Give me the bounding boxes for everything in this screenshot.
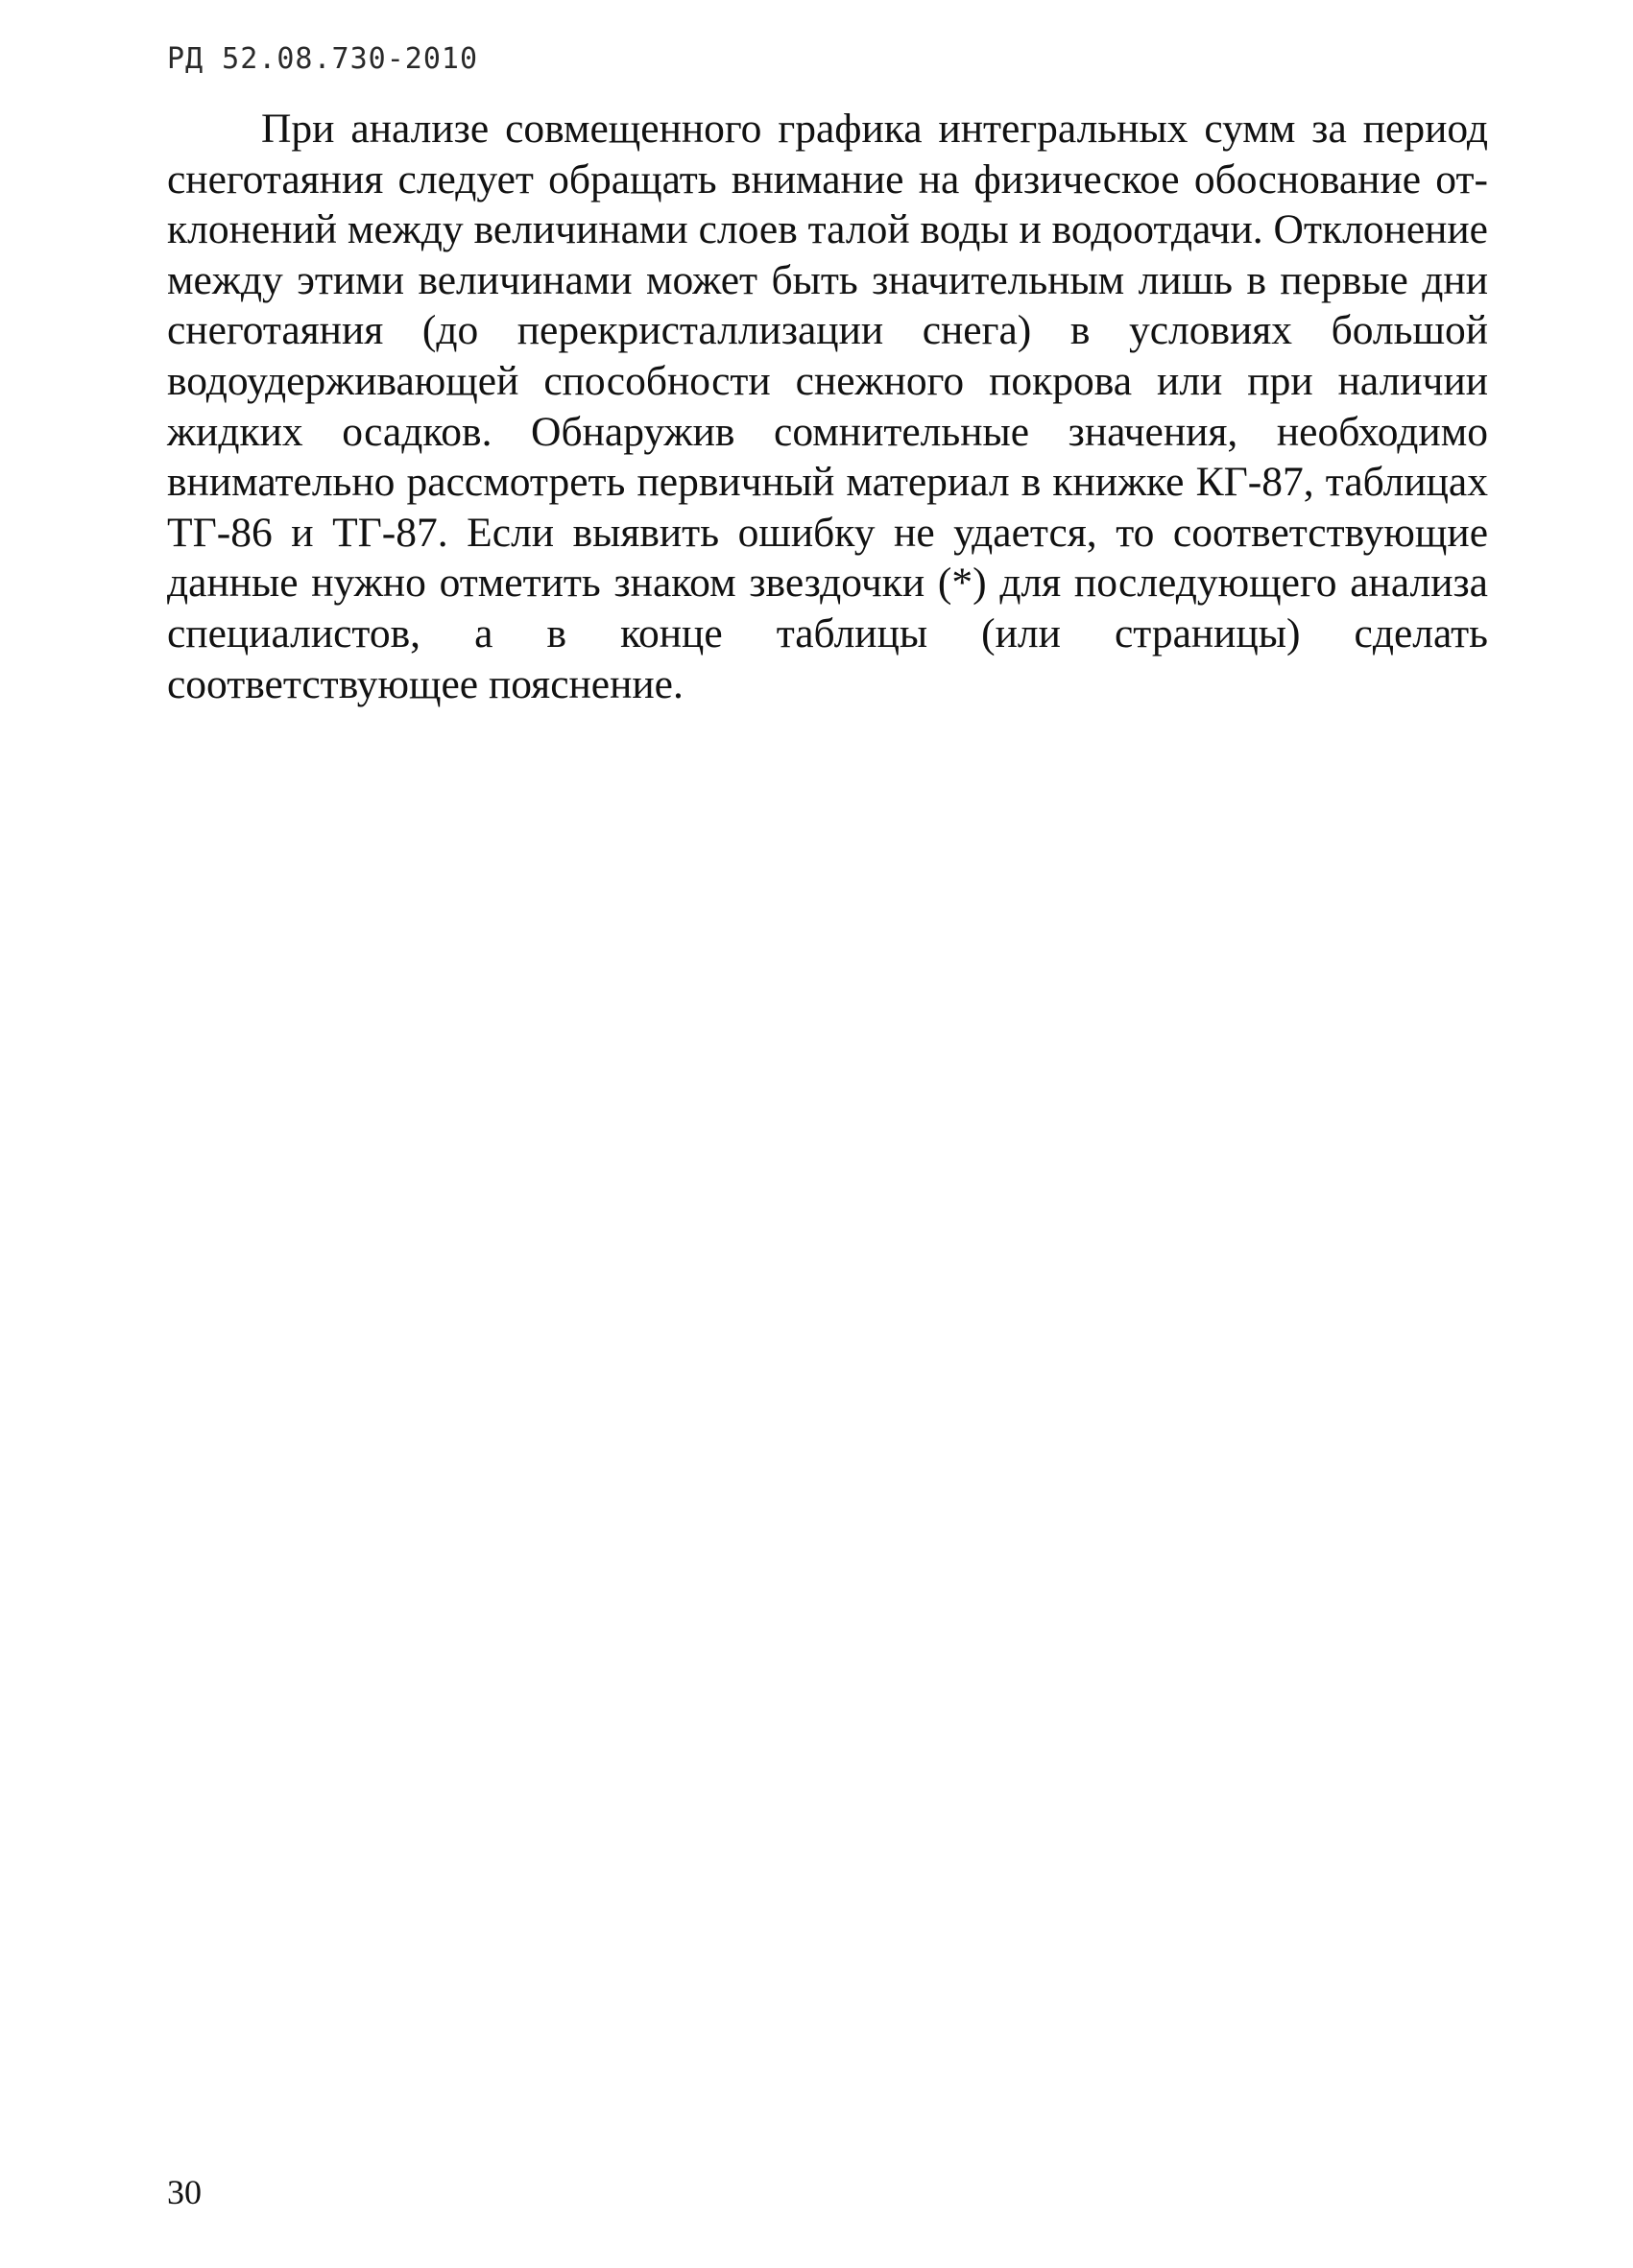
document-code-header: РД 52.08.730-2010 [167,42,479,76]
body-paragraph: При анализе совмещенного графика интегральных сумм за период снеготаяния следует обращать внимание на физическое обоснование отклонений между величинами слоев талой воды и водоотдачи. Отклонение между этими величинами может быть значительным лишь в первые дни снеготаяния (до перекристаллизации снега) в условиях большой водоудерживающей способности снежного покрова или при наличии жидких осадков. Обнаружив сомнительные значения, необходимо внимательно рассмотреть первичный материал в книжке КГ-87, таблицах ТГ-86 и ТГ-87. Если выявить ошибку не удается, то соответствующие данные нужно отметить знаком звездочки (*) для последующего анализа специалистов, а в конце таблицы (или страницы) сделать соответствующее пояснение. [167,106,1488,707]
page-number: 30 [167,2173,202,2211]
